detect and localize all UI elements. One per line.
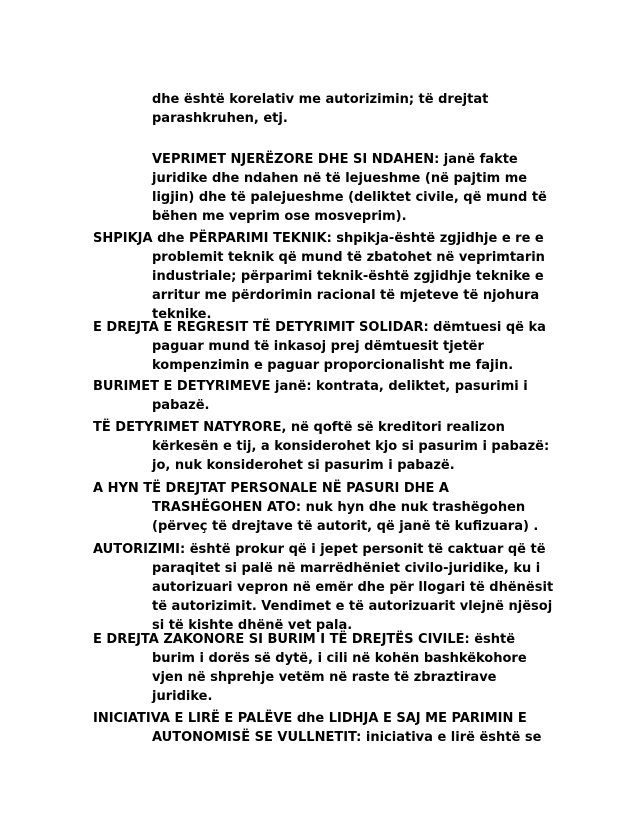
text-line: AUTORIZIMI: është prokur që i jepet personit të caktuar që të	[93, 542, 546, 557]
text-line: kompenzimin e paguar proporcionalisht me fajin.	[152, 358, 514, 373]
text-line: autorizuari vepron në emër dhe për llogari të dhënësit	[152, 580, 554, 595]
text-line: parashkruhen, etj.	[152, 111, 288, 126]
text-line: industriale; përparimi teknik-është zgjidhje teknike e	[152, 269, 544, 284]
text-line: VEPRIMET NJERËZORE DHE SI NDAHEN: janë fakte	[152, 152, 518, 167]
text-line: jo, nuk konsiderohet si pasurim i pabazë.	[152, 458, 455, 473]
text-line: teknike.	[152, 307, 212, 322]
text-line: BURIMET E DETYRIMEVE janë: kontrata, deliktet, pasurimi i	[93, 379, 528, 394]
text-line: AUTONOMISË SE VULLNETIT: iniciativa e lirë është se	[152, 730, 542, 745]
text-line: ligjin) dhe të palejueshme (deliktet civile, që mund të	[152, 190, 547, 205]
text-line: A HYN TË DREJTAT PERSONALE NË PASURI DHE A	[93, 481, 449, 496]
text-line: INICIATIVA E LIRË E PALËVE dhe LIDHJA E SAJ ME PARIMIN E	[93, 711, 527, 726]
text-line: E DREJTA E REGRESIT TË DETYRIMIT SOLIDAR: dëmtuesi që ka	[93, 320, 546, 335]
text-line: si të kishte dhënë vet pala.	[152, 618, 353, 633]
text-line: kërkesën e tij, a konsiderohet kjo si pasurim i pabazë:	[152, 439, 550, 454]
text-line: TË DETYRIMET NATYRORE, në qoftë së kreditori realizon	[93, 420, 505, 435]
text-line: E DREJTA ZAKONORE SI BURIM I TË DREJTËS CIVILE: është	[93, 632, 516, 647]
text-line: problemit teknik që mund të zbatohet në veprimtarin	[152, 250, 545, 265]
text-line: juridike.	[152, 689, 213, 704]
text-line: paraqitet si palë në marrëdhëniet civilo-juridike, ku i	[152, 561, 541, 576]
text-line: TRASHËGOHEN ATO: nuk hyn dhe nuk trashëgohen	[152, 500, 526, 515]
text-line: bëhen me veprim ose mosveprim).	[152, 209, 407, 224]
text-line: arritur me përdorimin racional të mjeteve të njohura	[152, 288, 540, 303]
text-line: burim i dorës së dytë, i cili në kohën bashkëkohore	[152, 651, 527, 666]
text-line: (përveç të drejtave të autorit, që janë të kufizuara) .	[152, 519, 539, 534]
text-line: vjen në shprehje vetëm në raste të zbraztirave	[152, 670, 497, 685]
text-line: SHPIKJA dhe PËRPARIMI TEKNIK: shpikja-është zgjidhje e re e	[93, 231, 544, 246]
text-line: juridike dhe ndahen në të lejueshme (në pajtim me	[152, 171, 528, 186]
text-line: paguar mund të inkasoj prej dëmtuesit tjetër	[152, 339, 484, 354]
text-line: të autorizimit. Vendimet e të autorizuarit vlejnë njësoj	[152, 599, 553, 614]
text-line: pabazë.	[152, 398, 210, 413]
text-line: dhe është korelativ me autorizimin; të drejtat	[152, 92, 489, 107]
